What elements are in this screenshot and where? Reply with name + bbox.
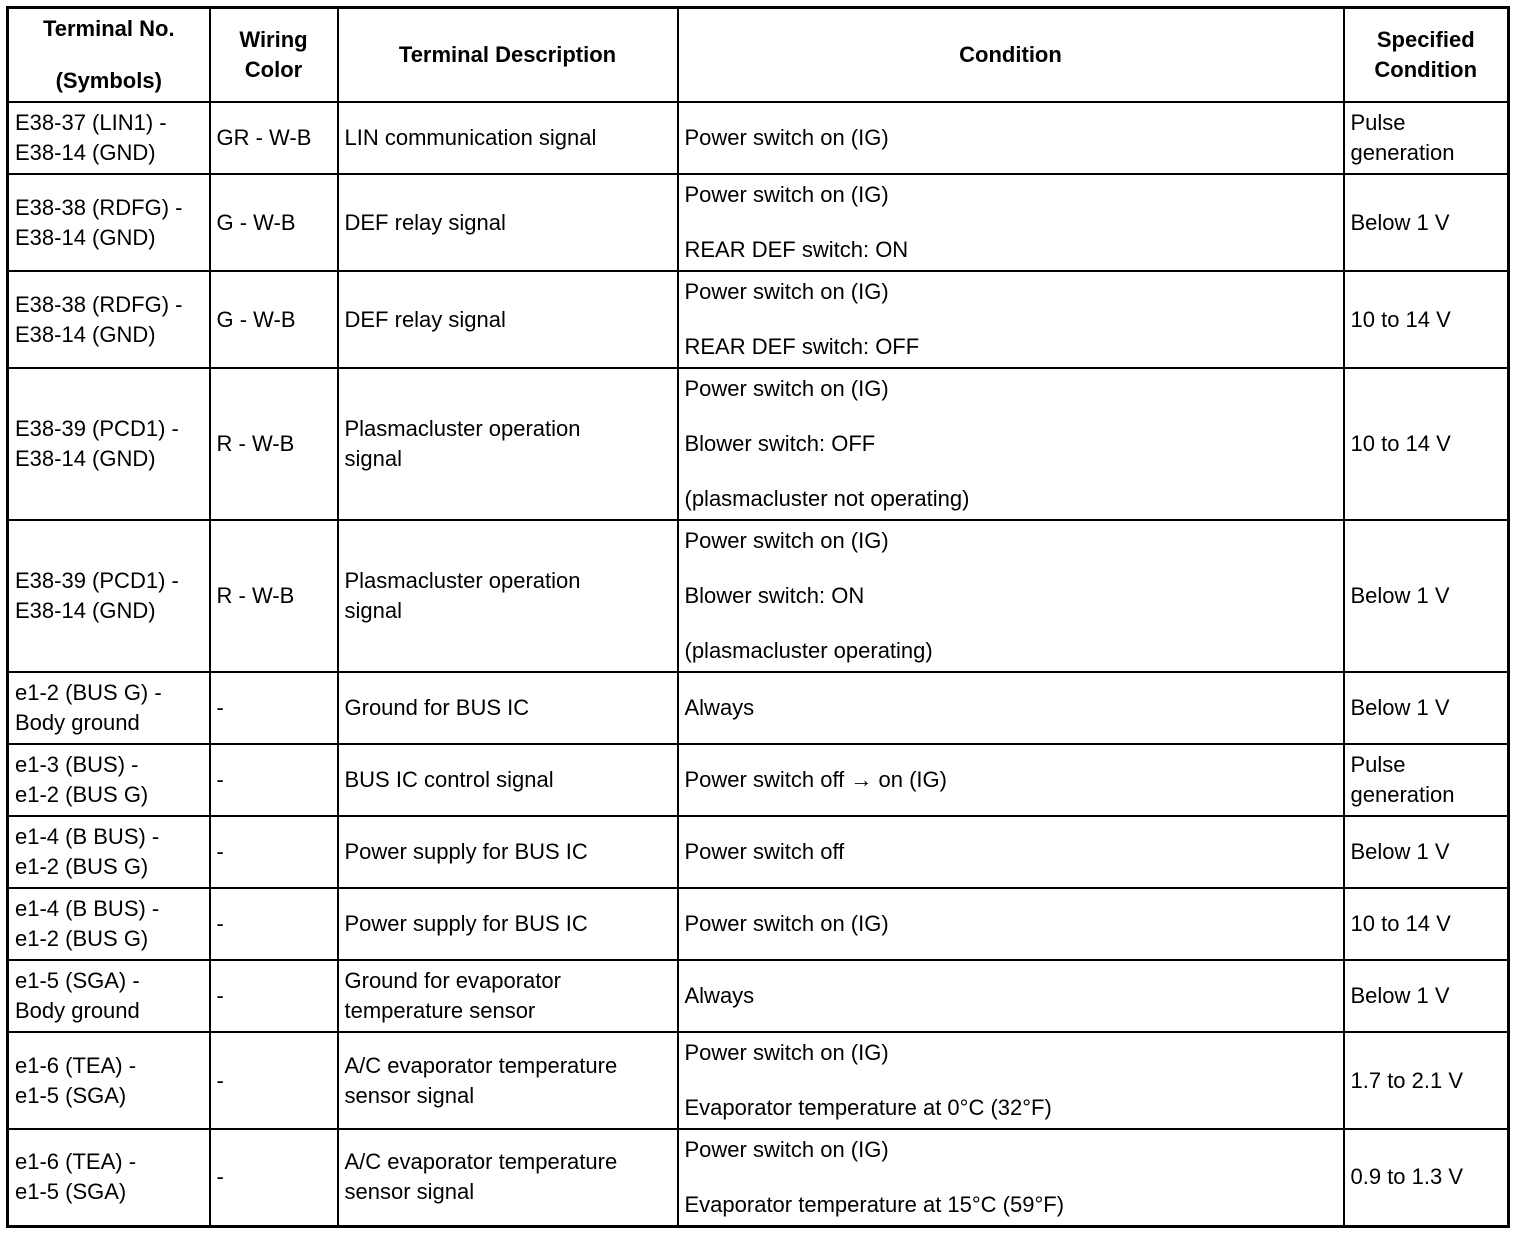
table-row [8,960,1509,1032]
condition-line: Power switch on (IG) [684,376,889,401]
specified-condition-cell: 1.7 to 2.1 V [1344,1032,1509,1129]
specified-condition-cell: Below 1 V [1344,174,1509,271]
wiring-color-cell: - [210,1129,338,1226]
wiring-color-cell: G - W-B [210,174,338,271]
header-condition: Condition [678,8,1344,103]
table-row [8,888,1509,960]
description-cell: LIN communication signal [338,102,678,174]
specified-condition-cell: Below 1 V [1344,960,1509,1032]
specified-condition-cell: Pulse generation [1344,102,1509,174]
description-cell: DEF relay signal [338,271,678,368]
terminal-cell: E38-38 (RDFG) - E38-14 (GND) [8,174,210,271]
description-cell: BUS IC control signal [338,744,678,816]
condition-line: Power switch on (IG) [684,125,889,150]
wiring-color-cell: - [210,1032,338,1129]
table-row [8,672,1509,744]
header-terminal-symbols-label: (Symbols) [55,68,162,93]
condition-line: Power switch off → on (IG) [684,767,947,792]
specified-condition-cell: Pulse generation [1344,744,1509,816]
table-body [8,102,1509,1226]
condition-line: Power switch on (IG) [684,1136,889,1162]
table-row [8,1032,1509,1129]
condition-line: Evaporator temperature at 15°C (59°F) [684,1191,1065,1217]
description-cell: DEF relay signal [338,174,678,271]
terminal-cell: e1-3 (BUS) - e1-2 (BUS G) [8,744,210,816]
description-cell: Plasmacluster operation signal [338,520,678,672]
description-cell: Power supply for BUS IC [338,816,678,888]
table-row [8,271,1509,368]
condition-cell [678,174,1344,271]
table-header [8,8,1509,103]
header-terminal-no [8,8,210,103]
header-terminal-description: Terminal Description [338,8,678,103]
wiring-color-cell: - [210,744,338,816]
table-row [8,368,1509,520]
condition-cell [678,102,1344,174]
condition-line: REAR DEF switch: ON [684,237,909,262]
condition-line: Power switch on (IG) [684,528,889,553]
condition-cell [678,271,1344,368]
condition-line: Blower switch: ON [684,583,865,608]
header-specified-condition: Specified Condition [1344,8,1509,103]
specified-condition-cell: Below 1 V [1344,520,1509,672]
wiring-color-cell: R - W-B [210,368,338,520]
wiring-color-cell: - [210,672,338,744]
condition-line: Always [684,695,755,720]
specified-condition-cell: 10 to 14 V [1344,368,1509,520]
condition-line: Blower switch: OFF [684,431,876,456]
condition-line: Power switch on (IG) [684,279,889,304]
terminal-cell: e1-4 (B BUS) - e1-2 (BUS G) [8,888,210,960]
table-row [8,102,1509,174]
table-row [8,744,1509,816]
wiring-color-cell: - [210,960,338,1032]
wiring-color-cell: - [210,888,338,960]
description-cell: Ground for BUS IC [338,672,678,744]
table-row [8,1129,1509,1226]
condition-line: REAR DEF switch: OFF [684,334,920,359]
condition-cell [678,888,1344,960]
header-row [8,8,1509,103]
table-row [8,816,1509,888]
condition-line: Always [684,983,755,1008]
terminal-cell: e1-6 (TEA) - e1-5 (SGA) [8,1032,210,1129]
table-row [8,174,1509,271]
condition-line: Evaporator temperature at 0°C (32°F) [684,1095,1052,1120]
condition-line: Power switch off [684,839,845,864]
condition-cell [678,1032,1344,1129]
terminal-cell: E38-39 (PCD1) - E38-14 (GND) [8,368,210,520]
description-cell: Power supply for BUS IC [338,888,678,960]
condition-line: Power switch on (IG) [684,182,889,207]
condition-line: Power switch on (IG) [684,911,889,936]
header-terminal-no-label: Terminal No. [42,16,175,41]
terminal-cell: E38-37 (LIN1) - E38-14 (GND) [8,102,210,174]
wiring-color-cell: GR - W-B [210,102,338,174]
condition-line: (plasmacluster operating) [684,638,933,663]
description-cell: A/C evaporator temperature sensor signal [338,1032,678,1129]
condition-cell [678,960,1344,1032]
header-wiring-color: Wiring Color [210,8,338,103]
terminal-cell: E38-38 (RDFG) - E38-14 (GND) [8,271,210,368]
terminal-cell: E38-39 (PCD1) - E38-14 (GND) [8,520,210,672]
condition-cell [678,672,1344,744]
terminal-cell: e1-2 (BUS G) - Body ground [8,672,210,744]
terminal-cell: e1-6 (TEA) - e1-5 (SGA) [8,1129,210,1226]
terminal-cell: e1-4 (B BUS) - e1-2 (BUS G) [8,816,210,888]
condition-line: Power switch on (IG) [684,1040,889,1065]
description-cell: Plasmacluster operation signal [338,368,678,520]
condition-cell [678,1129,1344,1226]
condition-cell [678,744,1344,816]
description-cell: A/C evaporator temperature sensor signal [338,1129,678,1226]
condition-cell [678,816,1344,888]
specified-condition-cell: Below 1 V [1344,672,1509,744]
wiring-color-cell: R - W-B [210,520,338,672]
terminal-cell: e1-5 (SGA) - Body ground [8,960,210,1032]
table-row [8,520,1509,672]
condition-cell [678,520,1344,672]
specified-condition-cell: 0.9 to 1.3 V [1344,1129,1509,1226]
wiring-color-cell: G - W-B [210,271,338,368]
condition-cell [678,368,1344,520]
condition-line: (plasmacluster not operating) [684,486,970,511]
terminal-spec-table [6,6,1510,1228]
wiring-color-cell: - [210,816,338,888]
description-cell: Ground for evaporator temperature sensor [338,960,678,1032]
specified-condition-cell: 10 to 14 V [1344,888,1509,960]
specified-condition-cell: 10 to 14 V [1344,271,1509,368]
specified-condition-cell: Below 1 V [1344,816,1509,888]
